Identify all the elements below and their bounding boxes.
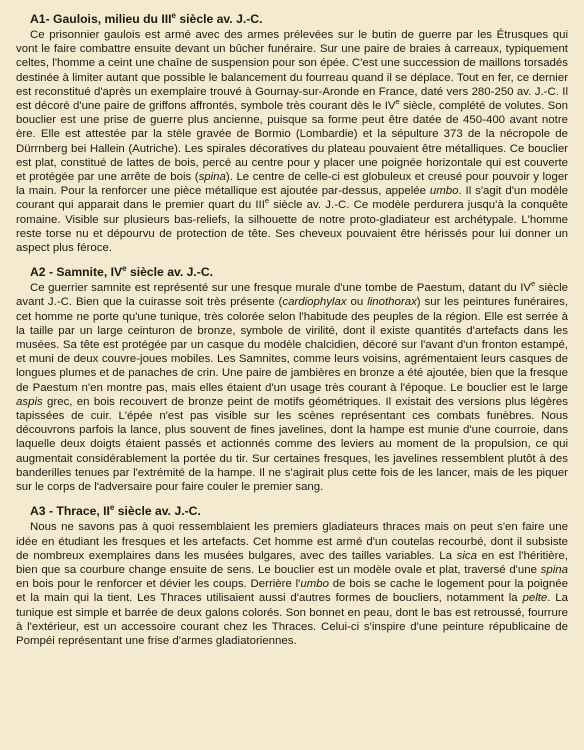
section-a1	[16, 12, 568, 255]
section-a1-body: Ce prisonnier gaulois est armé avec des armes prélevées sur le butin de guerre par les Étrusques qui vont le faire combattre ensuite devant un bûcher funéraire. Sur une paire de braies à carreaux, typiquement celtes, l'homme a ceint une chaîne de suspension pour son épée. C'est une succession de maillons torsadés destinée à limiter autant que possible le balancement du fourreau quand il se déplace. Tout en fer, ce dernier est reconstitué d'après un exemplaire trouvé à Gournay-sur-Aronde en France, daté vers 280-250 av. J.-C. Il est décoré d'une paire de griffons affrontés, symbole très courant dès le IVe siècle, complété de volutes. Son bouclier est une prise de guerre plus ancienne, puisque sa forme peut être datée de 450-400 avant notre ère. Elle est attestée par la stèle gravée de Bormio (Lombardie) et la sépulture 373 de la nécropole de Dürrnberg bei Hallein (Autriche). Les spirales décoratives du plateau pouvaient être métalliques. Ce bouclier est plat, constitué de lattes de bois, percé au centre pour y placer une poignée horizontale qui est couverte et protégée par une arrête de bois (spina). Le centre de celle-ci est globuleux et creusé pour pouvoir y loger la main. Pour la renforcer une pièce métallique est ajoutée par-dessus, appelée umbo. Il s'agit d'un modèle courant qui apparait dans le premier quart du IIIe siècle av. J.-C. Ce modèle perdurera jusqu'à la conquête romaine. Visible sur plusieurs bas-reliefs, la silhouette de notre proto-gladiateur est archétypale. L'homme reste torse nu et dépourvu de protection de tête. Ses cheveux pouvaient être hérissés pour lui donner un aspect plus féroce.	[16, 29, 569, 255]
section-a2-title: A2 - Samnite, IVe siècle av. J.-C.	[30, 264, 214, 280]
section-a1-title: A1- Gaulois, milieu du IIIe siècle av. J.-C.	[30, 10, 263, 26]
section-a3-title: A3 - Thrace, IIe siècle av. J.-C.	[30, 503, 201, 519]
section-a2-body: Ce guerrier samnite est représenté sur une fresque murale d'une tombe de Paestum, datant du IVe siècle avant J.-C. Bien que la cuirasse soit très présente (cardiophylax ou linothorax) sur les peintures funéraires, cet homme ne porte qu'une tunique, très colorée selon l'habitude des peuples de la région. Elle est serrée à la taille par un large ceinturon de bronze, symbole de virilité, dont il existe quantités d'artefacts dans les musées. Sa tête est protégée par un casque du modèle chalcidien, décoré sur l'avant d'un fronton estampé, et muni de deux couvre-joues mobiles. Les Samnites, comme leurs voisins, agrémentaient leurs casques de longues plumes et de panaches de crin. Une paire de jambières en bronze a été ajoutée, bien que la fresque de Paestum n'en montre pas, mais elles étaient d'un usage très courant à l'époque. Le bouclier est le large aspis grec, en bois recouvert de bronze peint de motifs géométriques. Il existait des versions plus légères tapissées de cuir. L'épée n'est pas visible sur les scènes représentant ces combats funèbres. Nous découvrons parfois la lance, plus souvent de fines javelines, dont la hampe est munie d'une courroie, dans laquelle deux doigts étaient passés et actionnés comme des leviers au moment de la propulsion, ce qui augmentait considérablement la portée du tir. Sur certaines fresques, les javelines ressemblent plutôt à des banderilles tenues par l'extrémité de la hampe. Il ne s'agirait plus cette fois de les lancer, mais de les piquer sur le corps de l'adversaire pour faire couler le premier sang.	[16, 279, 569, 494]
section-a2	[16, 265, 568, 494]
section-a3-body: Nous ne savons pas à quoi ressemblaient les premiers gladiateurs thraces mais on peut s'en faire une idée en étudiant les fresques et les artefacts. Cet homme est armé d'un coutelas recourbé, dont il subsiste de nombreux exemplaires dans les musées bulgares, avec des tailles variables. La sica en est l'héritière, bien que sa courbure change ensuite de sens. Le bouclier est un modèle ovale et plat, traversé d'une spina en bois pour le renforcer et dévier les coups. Derrière l'umbo de bois se cache le logement pour la poignée et la main qui la tient. Les Thraces utilisaient aussi d'autres formes de boucliers, notamment la pelte. La tunique est simple et barrée de deux galons colorés. Son bonnet en peau, dont le bas est retroussé, fourrure à l'extérieur, est un accessoire courant chez les Thraces. Celui-ci s'inspire d'une peinture républicaine de Pompéi représentant une frise d'armes gladiatoriennes.	[16, 521, 569, 647]
section-a3	[16, 504, 568, 648]
